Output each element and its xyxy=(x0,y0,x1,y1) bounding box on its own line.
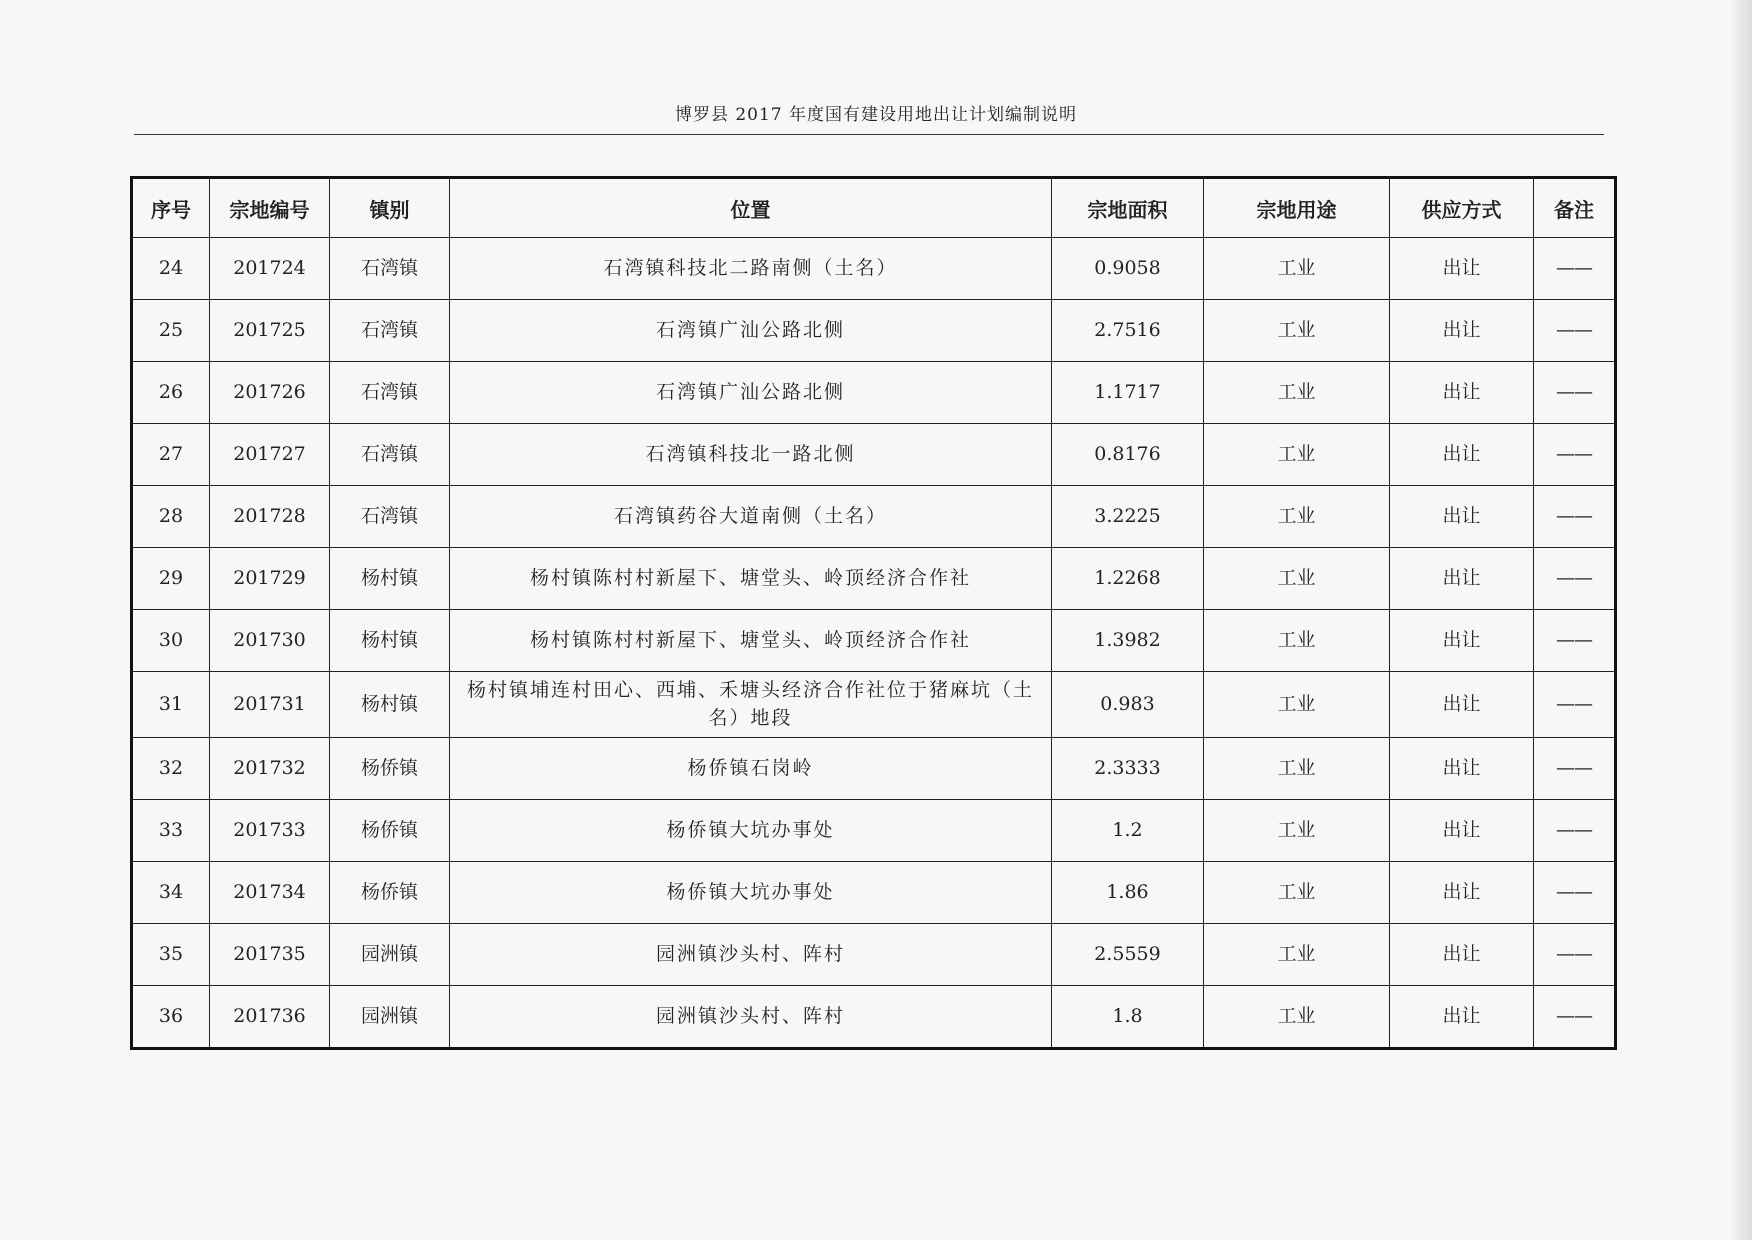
cell-parcel-id: 201730 xyxy=(210,609,330,671)
cell-remarks: —— xyxy=(1534,861,1616,923)
cell-remarks: —— xyxy=(1534,799,1616,861)
cell-area: 1.1717 xyxy=(1052,361,1204,423)
cell-supply-method: 出让 xyxy=(1390,799,1534,861)
cell-supply-method: 出让 xyxy=(1390,423,1534,485)
cell-town: 石湾镇 xyxy=(330,361,450,423)
cell-serial: 25 xyxy=(132,299,210,361)
cell-remarks: —— xyxy=(1534,299,1616,361)
col-header-usage: 宗地用途 xyxy=(1204,178,1390,238)
cell-supply-method: 出让 xyxy=(1390,861,1534,923)
table-header-row xyxy=(132,178,1616,238)
cell-town: 杨村镇 xyxy=(330,547,450,609)
cell-serial: 35 xyxy=(132,923,210,985)
cell-town: 石湾镇 xyxy=(330,423,450,485)
cell-serial: 27 xyxy=(132,423,210,485)
cell-area: 2.7516 xyxy=(1052,299,1204,361)
cell-parcel-id: 201734 xyxy=(210,861,330,923)
cell-supply-method: 出让 xyxy=(1390,361,1534,423)
cell-serial: 28 xyxy=(132,485,210,547)
table-row xyxy=(132,861,1616,923)
cell-serial: 30 xyxy=(132,609,210,671)
cell-parcel-id: 201727 xyxy=(210,423,330,485)
cell-remarks: —— xyxy=(1534,361,1616,423)
cell-location: 石湾镇广汕公路北侧 xyxy=(450,361,1052,423)
cell-location: 园洲镇沙头村、阵村 xyxy=(450,985,1052,1048)
cell-area: 0.9058 xyxy=(1052,238,1204,300)
cell-usage: 工业 xyxy=(1204,547,1390,609)
table-row xyxy=(132,985,1616,1048)
cell-location: 杨村镇陈村村新屋下、塘堂头、岭顶经济合作社 xyxy=(450,547,1052,609)
cell-usage: 工业 xyxy=(1204,671,1390,737)
col-header-parcel-id: 宗地编号 xyxy=(210,178,330,238)
cell-parcel-id: 201731 xyxy=(210,671,330,737)
col-header-supply-method: 供应方式 xyxy=(1390,178,1534,238)
cell-remarks: —— xyxy=(1534,609,1616,671)
cell-parcel-id: 201736 xyxy=(210,985,330,1048)
cell-serial: 29 xyxy=(132,547,210,609)
cell-area: 1.86 xyxy=(1052,861,1204,923)
cell-usage: 工业 xyxy=(1204,609,1390,671)
cell-usage: 工业 xyxy=(1204,423,1390,485)
col-header-area: 宗地面积 xyxy=(1052,178,1204,238)
cell-area: 0.983 xyxy=(1052,671,1204,737)
cell-parcel-id: 201735 xyxy=(210,923,330,985)
cell-parcel-id: 201724 xyxy=(210,238,330,300)
scan-page-edge xyxy=(1732,0,1752,1240)
cell-area: 2.5559 xyxy=(1052,923,1204,985)
cell-area: 3.2225 xyxy=(1052,485,1204,547)
cell-parcel-id: 201728 xyxy=(210,485,330,547)
cell-town: 杨村镇 xyxy=(330,609,450,671)
cell-supply-method: 出让 xyxy=(1390,547,1534,609)
table-row xyxy=(132,361,1616,423)
cell-remarks: —— xyxy=(1534,238,1616,300)
cell-usage: 工业 xyxy=(1204,737,1390,799)
cell-town: 石湾镇 xyxy=(330,485,450,547)
cell-town: 石湾镇 xyxy=(330,299,450,361)
table-row xyxy=(132,238,1616,300)
cell-parcel-id: 201733 xyxy=(210,799,330,861)
cell-supply-method: 出让 xyxy=(1390,485,1534,547)
cell-supply-method: 出让 xyxy=(1390,238,1534,300)
cell-serial: 36 xyxy=(132,985,210,1048)
table-row xyxy=(132,547,1616,609)
cell-town: 杨侨镇 xyxy=(330,799,450,861)
table-row xyxy=(132,423,1616,485)
cell-location: 石湾镇药谷大道南侧（土名） xyxy=(450,485,1052,547)
cell-usage: 工业 xyxy=(1204,799,1390,861)
cell-usage: 工业 xyxy=(1204,485,1390,547)
cell-area: 1.2 xyxy=(1052,799,1204,861)
cell-location: 杨村镇埔连村田心、西埔、禾塘头经济合作社位于猪麻坑（土名）地段 xyxy=(450,671,1052,737)
cell-usage: 工业 xyxy=(1204,361,1390,423)
cell-parcel-id: 201725 xyxy=(210,299,330,361)
cell-town: 园洲镇 xyxy=(330,985,450,1048)
cell-remarks: —— xyxy=(1534,547,1616,609)
cell-usage: 工业 xyxy=(1204,985,1390,1048)
table-row xyxy=(132,485,1616,547)
cell-area: 2.3333 xyxy=(1052,737,1204,799)
cell-location: 杨侨镇大坑办事处 xyxy=(450,861,1052,923)
cell-area: 0.8176 xyxy=(1052,423,1204,485)
cell-area: 1.2268 xyxy=(1052,547,1204,609)
cell-area: 1.8 xyxy=(1052,985,1204,1048)
cell-usage: 工业 xyxy=(1204,238,1390,300)
cell-serial: 34 xyxy=(132,861,210,923)
cell-supply-method: 出让 xyxy=(1390,299,1534,361)
table-row xyxy=(132,671,1616,737)
cell-town: 石湾镇 xyxy=(330,238,450,300)
cell-location: 园洲镇沙头村、阵村 xyxy=(450,923,1052,985)
col-header-town: 镇别 xyxy=(330,178,450,238)
col-header-location: 位置 xyxy=(450,178,1052,238)
cell-area: 1.3982 xyxy=(1052,609,1204,671)
land-supply-table xyxy=(130,176,1617,1050)
cell-location: 石湾镇广汕公路北侧 xyxy=(450,299,1052,361)
col-header-serial: 序号 xyxy=(132,178,210,238)
cell-location: 杨村镇陈村村新屋下、塘堂头、岭顶经济合作社 xyxy=(450,609,1052,671)
cell-serial: 33 xyxy=(132,799,210,861)
cell-supply-method: 出让 xyxy=(1390,671,1534,737)
cell-location: 杨侨镇大坑办事处 xyxy=(450,799,1052,861)
table-row xyxy=(132,799,1616,861)
table-row xyxy=(132,923,1616,985)
cell-town: 杨侨镇 xyxy=(330,737,450,799)
cell-usage: 工业 xyxy=(1204,299,1390,361)
cell-location: 石湾镇科技北二路南侧（土名） xyxy=(450,238,1052,300)
cell-serial: 26 xyxy=(132,361,210,423)
table-row xyxy=(132,609,1616,671)
cell-remarks: —— xyxy=(1534,671,1616,737)
cell-supply-method: 出让 xyxy=(1390,985,1534,1048)
cell-supply-method: 出让 xyxy=(1390,923,1534,985)
table-row xyxy=(132,299,1616,361)
cell-supply-method: 出让 xyxy=(1390,609,1534,671)
cell-remarks: —— xyxy=(1534,737,1616,799)
cell-remarks: —— xyxy=(1534,985,1616,1048)
cell-location: 杨侨镇石岗岭 xyxy=(450,737,1052,799)
cell-usage: 工业 xyxy=(1204,923,1390,985)
cell-serial: 24 xyxy=(132,238,210,300)
cell-remarks: —— xyxy=(1534,485,1616,547)
cell-serial: 31 xyxy=(132,671,210,737)
cell-remarks: —— xyxy=(1534,923,1616,985)
cell-town: 园洲镇 xyxy=(330,923,450,985)
cell-parcel-id: 201726 xyxy=(210,361,330,423)
document-header-title: 博罗县 2017 年度国有建设用地出让计划编制说明 xyxy=(674,105,1078,125)
cell-town: 杨村镇 xyxy=(330,671,450,737)
cell-parcel-id: 201732 xyxy=(210,737,330,799)
cell-usage: 工业 xyxy=(1204,861,1390,923)
table-row xyxy=(132,737,1616,799)
cell-town: 杨侨镇 xyxy=(330,861,450,923)
cell-location: 石湾镇科技北一路北侧 xyxy=(450,423,1052,485)
cell-serial: 32 xyxy=(132,737,210,799)
cell-parcel-id: 201729 xyxy=(210,547,330,609)
cell-supply-method: 出让 xyxy=(1390,737,1534,799)
header-divider xyxy=(134,134,1604,135)
col-header-remarks: 备注 xyxy=(1534,178,1616,238)
cell-remarks: —— xyxy=(1534,423,1616,485)
